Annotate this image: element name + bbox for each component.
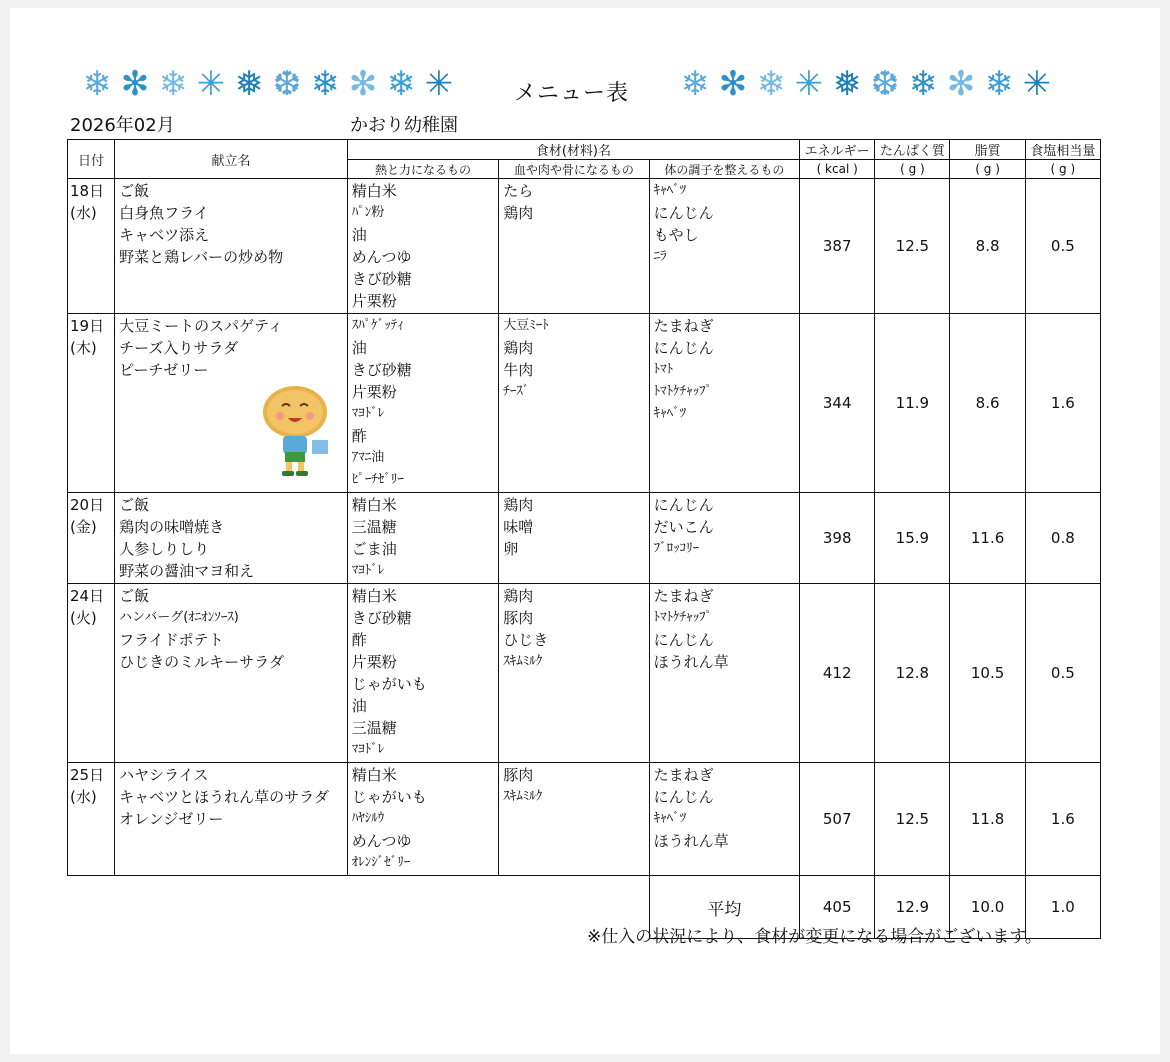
average-protein: 12.9 — [875, 876, 950, 939]
condition-ingredients-item: たまねぎ — [653, 317, 714, 335]
snowflake-icon: ❄ — [386, 64, 416, 104]
body-ingredients-item: 味噌 — [503, 518, 534, 536]
dish-list-item: 野菜の醤油マヨ和え — [119, 562, 255, 580]
dish-list-item: ご飯 — [119, 587, 150, 605]
snowflake-icon: ❄ — [158, 64, 188, 104]
dish-list-item: ご飯 — [119, 182, 150, 200]
header-protein: たんぱく質 — [875, 140, 950, 160]
date-day: 20日 — [70, 496, 105, 514]
snowflake-icon: ❆ — [272, 64, 302, 104]
date-cell — [68, 763, 115, 876]
snowflake-icon: ✳ — [1022, 64, 1052, 104]
menu-body — [68, 179, 1101, 876]
energy-ingredients-item: 三温糖 — [351, 719, 397, 737]
body-ingredients-item: 鶏肉 — [503, 339, 534, 357]
salt-value: 0.5 — [1025, 179, 1100, 314]
menu-day-row — [68, 179, 1101, 314]
condition-ingredients-item: にんじん — [653, 204, 714, 222]
snowflake-icon: ✳ — [794, 64, 824, 104]
condition-ingredients-item: ﾆﾗ — [653, 249, 667, 264]
energy-ingredients-item: ﾏﾖﾄﾞﾚ — [351, 742, 385, 757]
snowflake-icon: ❄ — [310, 64, 340, 104]
snowflake-icon: ❄ — [756, 64, 786, 104]
condition-ingredients-item: だいこん — [653, 518, 714, 536]
header-dish: 献立名 — [115, 140, 348, 179]
salt-value: 1.6 — [1025, 763, 1100, 876]
energy-value: 387 — [800, 179, 875, 314]
dish-list-item: 人参しりしり — [119, 540, 210, 558]
average-spacer — [68, 876, 650, 939]
body-ingredients-item: ｽｷﾑﾐﾙｸ — [503, 789, 543, 804]
header-condition-group: 体の調子を整えるもの — [649, 160, 799, 179]
condition-ingredients — [649, 763, 799, 876]
dish-list-item: オレンジゼリー — [119, 810, 224, 828]
energy-ingredients-item: ﾊﾔｼﾙｳ — [351, 811, 385, 826]
body-ingredients-item: 牛肉 — [503, 361, 534, 379]
dish-list-item: ひじきのミルキーサラダ — [119, 653, 284, 671]
dish-list-item: 野菜と鶏レバーの炒め物 — [119, 248, 284, 266]
snowflake-icon: ❄ — [82, 64, 112, 104]
salt-value: 0.8 — [1025, 493, 1100, 584]
snowflake-icon: ✻ — [718, 64, 748, 104]
protein-value: 12.5 — [875, 763, 950, 876]
energy-ingredients-item: 片栗粉 — [351, 383, 397, 401]
header-fat: 脂質 — [950, 140, 1025, 160]
dish-list — [115, 763, 348, 876]
header-body-group: 血や肉や骨になるもの — [499, 160, 649, 179]
condition-ingredients-item: にんじん — [653, 788, 714, 806]
dish-list-item: ご飯 — [119, 496, 150, 514]
snowflake-icon: ❅ — [234, 64, 264, 104]
menu-table — [67, 139, 1101, 939]
header-energy-unit: ( kcal ) — [800, 160, 875, 179]
date-day: 18日 — [70, 182, 105, 200]
body-ingredients — [499, 314, 649, 493]
energy-ingredients-item: 精白米 — [351, 587, 397, 605]
menu-day-row — [68, 314, 1101, 493]
header-date: 日付 — [68, 140, 115, 179]
body-ingredients-item: ｽｷﾑﾐﾙｸ — [503, 654, 543, 669]
dish-list-item: フライドポテト — [119, 631, 224, 649]
date-day: 19日 — [70, 317, 105, 335]
average-salt: 1.0 — [1025, 876, 1100, 939]
body-ingredients-item: ﾁｰｽﾞ — [503, 384, 530, 399]
snowflake-border-right — [676, 64, 1056, 104]
body-ingredients-item: ひじき — [503, 631, 549, 649]
energy-ingredients-item: じゃがいも — [351, 788, 427, 806]
dish-list-item: ピーチゼリー — [119, 361, 209, 379]
body-ingredients-item: 卵 — [503, 540, 519, 558]
protein-value: 12.5 — [875, 179, 950, 314]
snowflake-icon: ❆ — [870, 64, 900, 104]
dish-list-item: 鶏肉の味噌焼き — [119, 518, 225, 536]
header-protein-unit: ( g ) — [875, 160, 950, 179]
header-energy-group: 熱と力になるもの — [347, 160, 498, 179]
header-salt: 食塩相当量 — [1025, 140, 1100, 160]
condition-ingredients-item: ｷｬﾍﾞﾂ — [653, 183, 687, 198]
energy-ingredients-item: ﾊﾟﾝ粉 — [351, 205, 385, 220]
body-ingredients-item: 豚肉 — [503, 766, 534, 784]
energy-ingredients — [347, 314, 498, 493]
date-weekday: (水) — [70, 204, 97, 222]
dish-list — [115, 584, 348, 763]
date-day: 25日 — [70, 766, 105, 784]
protein-value: 11.9 — [875, 314, 950, 493]
energy-ingredients-item: 酢 — [351, 427, 367, 445]
snowflake-icon: ✳ — [424, 64, 454, 104]
energy-ingredients — [347, 584, 498, 763]
energy-ingredients-item: 油 — [351, 226, 367, 244]
condition-ingredients-item: ｷｬﾍﾞﾂ — [653, 406, 687, 421]
energy-ingredients-item: ｽﾊﾟｹﾞｯﾃｨ — [351, 318, 404, 333]
energy-ingredients-item: 酢 — [351, 631, 367, 649]
dish-list — [115, 493, 348, 584]
dish-list-item: チーズ入りサラダ — [119, 339, 239, 357]
energy-ingredients — [347, 763, 498, 876]
menu-day-row — [68, 584, 1101, 763]
protein-value: 15.9 — [875, 493, 950, 584]
condition-ingredients-item: にんじん — [653, 496, 714, 514]
snowflake-icon: ✻ — [120, 64, 150, 104]
energy-value: 398 — [800, 493, 875, 584]
fat-value: 11.8 — [950, 763, 1025, 876]
date-weekday: (水) — [70, 788, 97, 806]
body-ingredients-item: たら — [503, 182, 534, 200]
date-weekday: (金) — [70, 518, 97, 536]
snowflake-icon: ✻ — [946, 64, 976, 104]
energy-ingredients-item: ｵﾚﾝｼﾞｾﾞﾘｰ — [351, 855, 411, 870]
condition-ingredients-item: ｷｬﾍﾞﾂ — [653, 811, 687, 826]
date-cell — [68, 493, 115, 584]
snowflake-icon: ❅ — [832, 64, 862, 104]
energy-ingredients-item: 精白米 — [351, 182, 397, 200]
energy-ingredients-item: めんつゆ — [351, 832, 412, 850]
condition-ingredients-item: ほうれん草 — [653, 653, 729, 671]
date-weekday: (火) — [70, 609, 97, 627]
body-ingredients — [499, 493, 649, 584]
dish-list-item: 大豆ミートのスパゲティ — [119, 317, 283, 335]
condition-ingredients-item: ﾌﾞﾛｯｺﾘｰ — [653, 541, 700, 556]
average-label: 平均 — [649, 876, 799, 939]
energy-ingredients-item: 片栗粉 — [351, 292, 397, 310]
energy-value: 412 — [800, 584, 875, 763]
energy-ingredients-item: 片栗粉 — [351, 653, 397, 671]
energy-ingredients-item: 三温糖 — [351, 518, 397, 536]
fat-value: 10.5 — [950, 584, 1025, 763]
condition-ingredients — [649, 314, 799, 493]
salt-value: 0.5 — [1025, 584, 1100, 763]
body-ingredients-item: 鶏肉 — [503, 496, 534, 514]
body-ingredients-item: 豚肉 — [503, 609, 534, 627]
snowflake-icon: ❄ — [680, 64, 710, 104]
date-day: 24日 — [70, 587, 105, 605]
fat-value: 8.6 — [950, 314, 1025, 493]
energy-ingredients-item: きび砂糖 — [351, 609, 412, 627]
fat-value: 8.8 — [950, 179, 1025, 314]
energy-ingredients-item: きび砂糖 — [351, 361, 412, 379]
page-title: メニュー表 — [514, 81, 630, 106]
average-kcal: 405 — [800, 876, 875, 939]
energy-ingredients-item: 油 — [351, 697, 367, 715]
date-cell — [68, 179, 115, 314]
energy-ingredients-item: きび砂糖 — [351, 270, 412, 288]
body-ingredients-item: 鶏肉 — [503, 587, 534, 605]
energy-ingredients-item: ﾏﾖﾄﾞﾚ — [351, 406, 385, 421]
energy-ingredients-item: ﾏﾖﾄﾞﾚ — [351, 563, 385, 578]
condition-ingredients-item: もやし — [653, 226, 699, 244]
menu-day-row — [68, 763, 1101, 876]
energy-ingredients-item: めんつゆ — [351, 248, 412, 266]
dish-list-item: ハヤシライス — [119, 766, 209, 784]
protein-value: 12.8 — [875, 584, 950, 763]
energy-ingredients-item: 精白米 — [351, 496, 397, 514]
dish-list-item: 白身魚フライ — [119, 204, 209, 222]
menu-month: 2026年02月 — [70, 115, 175, 136]
energy-value: 344 — [800, 314, 875, 493]
header-salt-unit: ( g ) — [1025, 160, 1100, 179]
date-cell — [68, 314, 115, 493]
condition-ingredients-item: たまねぎ — [653, 766, 714, 784]
header-fat-unit: ( g ) — [950, 160, 1025, 179]
energy-ingredients-item: 精白米 — [351, 766, 397, 784]
menu-day-row — [68, 493, 1101, 584]
dish-list-item: キャベツとほうれん草のサラダ — [119, 788, 329, 806]
energy-ingredients — [347, 179, 498, 314]
body-ingredients — [499, 763, 649, 876]
condition-ingredients — [649, 493, 799, 584]
energy-ingredients — [347, 493, 498, 584]
condition-ingredients-item: ほうれん草 — [653, 832, 729, 850]
body-ingredients-item: 大豆ﾐｰﾄ — [503, 318, 549, 333]
mascot-illustration — [250, 382, 340, 482]
date-cell — [68, 584, 115, 763]
energy-ingredients-item: ｱﾏﾆ油 — [351, 450, 385, 465]
date-weekday: (木) — [70, 339, 97, 357]
energy-ingredients-item: ﾋﾟｰﾁｾﾞﾘｰ — [351, 472, 404, 487]
dish-list — [115, 179, 348, 314]
energy-value: 507 — [800, 763, 875, 876]
supply-note: ※仕入の状況により、食材が変更になる場合がございます。 — [587, 927, 1042, 947]
school-name: かおり幼稚園 — [350, 115, 458, 136]
header-ingredients: 食材(材料)名 — [347, 140, 799, 160]
condition-ingredients-item: ﾄﾏﾄ — [653, 362, 674, 377]
body-ingredients-item: 鶏肉 — [503, 204, 534, 222]
snowflake-icon: ✻ — [348, 64, 378, 104]
snowflake-icon: ❄ — [908, 64, 938, 104]
energy-ingredients-item: じゃがいも — [351, 675, 427, 693]
header-energy: エネルギー — [800, 140, 875, 160]
body-ingredients — [499, 584, 649, 763]
condition-ingredients-item: たまねぎ — [653, 587, 714, 605]
dish-list-item: ハンバーグ(ｵﾆｵﾝｿｰｽ) — [119, 610, 239, 625]
salt-value: 1.6 — [1025, 314, 1100, 493]
energy-ingredients-item: 油 — [351, 339, 367, 357]
condition-ingredients-item: にんじん — [653, 339, 714, 357]
average-fat: 10.0 — [950, 876, 1025, 939]
fat-value: 11.6 — [950, 493, 1025, 584]
body-ingredients — [499, 179, 649, 314]
condition-ingredients — [649, 584, 799, 763]
snowflake-border-left — [78, 64, 458, 104]
snowflake-icon: ✳ — [196, 64, 226, 104]
condition-ingredients — [649, 179, 799, 314]
dish-list-item: キャベツ添え — [119, 226, 210, 244]
condition-ingredients-item: ﾄﾏﾄｹﾁｬｯﾌﾟ — [653, 610, 713, 625]
condition-ingredients-item: ﾄﾏﾄｹﾁｬｯﾌﾟ — [653, 384, 713, 399]
snowflake-icon: ❄ — [984, 64, 1014, 104]
condition-ingredients-item: にんじん — [653, 631, 714, 649]
energy-ingredients-item: ごま油 — [351, 540, 397, 558]
